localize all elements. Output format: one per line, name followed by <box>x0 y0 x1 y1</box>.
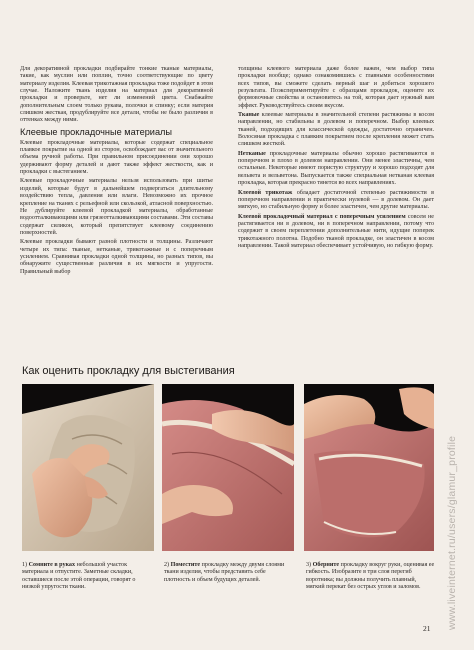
paragraph: Для декоративной прокладки подбирайте тонкие тканые материалы, такие, как муслин или поплин, точно соответствующие по цвету материалу изделия. Клеевая трикотажная прокладка тоже подойдет в этом случае. Наложите ткань изделия на материал для декоративной прокладки и проверьте, нет ли изменений цвета. Снабжайте дополнительным слоем только рукава, полочки и спинку; если материя слишком жесткая, продублируйте все детали, чтобы не было различия в оттенках между ними. <box>20 66 213 124</box>
section-heading: Клеевые прокладочные материалы <box>20 126 173 137</box>
term-woven: Тканые <box>238 112 260 119</box>
term-knit: Клеевой трикотаж <box>238 189 293 196</box>
right-text-column <box>238 66 434 252</box>
photo-wrap-interfacing <box>304 384 434 551</box>
watermark: www.liveinternet.ru/users/glamur_profile <box>446 435 458 630</box>
caption-step-3: 3) Оберните прокладку вокруг руки, оценивая ее гибкость. Изобразите в три слоя перегиб воротника; вы должны получить плавный, мягкий перекат без острых углов и заломов. <box>306 562 435 590</box>
paragraph-weft: Клеевой прокладочный материал с поперечным усилением совсем не растягивается ни в долевом, ни в поперечном направлении, потому что содержит в своем переплетении дополнительные нити, идущие поперек трикотажного полотна. Подобно тканой прокладке, он эластичен в косом направлении. Такой материал обеспечивает устойчивую, но гибкую форму. <box>238 213 434 249</box>
photo-crumple-interfacing <box>22 384 154 551</box>
page-number: 21 <box>423 624 431 633</box>
paragraph-woven: Тканые клеевые материалы в значительной степени растяжимы в косом направлении, но стабильны в долевом и поперечном. Выбор клеевых тканей, подходящих для классической одежды, достаточно ограничен. Волосяная прокладка с плавким покрытием после крепления может стать слишком жесткой. <box>238 112 434 148</box>
paragraph: Клеевые прокладочные материалы нельзя использовать при шитье изделий, которые будут в дальнейшем подвергаться длительному воздействию тепла, давления или влаги. Невозможно их прочное крепление на тканях с рельефной или скользкой, атласной поверхностью. Не дублируйте клеевой прокладкой материалы, обработанные водоотталкивающими или грязеотталкивающими составами. Эти составы содержат силикон, который препятствует клеевому соединению поверхностей. <box>20 178 213 236</box>
how-to-evaluate-title: Как оценить прокладку для выстегивания <box>22 365 235 377</box>
caption-step-2: 2) Поместите прокладку между двумя слоями ткани изделия, чтобы представить себе плотность и объем будущих деталей. <box>164 562 285 583</box>
layer-photo-image <box>162 384 294 551</box>
wrap-photo-image <box>304 384 434 551</box>
paragraph: Клеевые прокладочные материалы, которые содержат специальное плавкое покрытие на одной из сторон, освобождает вас от значительного объема ручной работы. При правильном присоединении они хорошо удерживают форму деталей и дают также эффект жесткости, как и прокладки с выстеганием. <box>20 139 213 176</box>
left-text-column <box>20 66 213 278</box>
crumple-photo-image <box>22 384 154 551</box>
paragraph: Клеевые прокладки бывают разной плотности и толщины. Различают четыре их типа: тканые, нетканые, трикотажные и с поперечным усилением. Сравнивая прокладки одной толщины, но разных типов, вы обнаружите существенные различия в их мягкости и упругости. Правильный выбор <box>20 239 213 275</box>
term-nonwoven: Нетканые <box>238 150 266 157</box>
caption-step-1: 1) Сомните в руках небольшой участок материала и отпустите. Заметные складки, оставшиеся после этой операции, говорят о низкой упругости ткани. <box>22 562 136 590</box>
paragraph-nonwoven: Нетканые прокладочные материалы обычно хорошо растягиваются в поперечном и плохо в долевом направлении. Они менее эластичны, чем остальные. Некоторые имеют пористую структуру и хорошо подходят для вельвета и вельветона. Выпускается также специальная нетканая клеевая прокладка, которая прекрасно тянется во всех направлениях. <box>238 150 435 187</box>
term-weft: Клеевой прокладочный материал с поперечным усилением <box>238 213 406 220</box>
paragraph: толщины клеевого материала даже более важен, чем выбор типа прокладки вообще; однако ознакомившись с главными особенностями всех типов, вы сможете сделать верный шаг и добиться хорошего результата. Поэкспериментируйте с образцами прокладок, оцените их формовочные свойства и остановитесь на той, которая дает нужный вам эффект. Руководствуйтесь своим вкусом. <box>238 66 434 109</box>
photo-layer-interfacing <box>162 384 294 551</box>
paragraph-knit: Клеевой трикотаж обладает достаточной степенью растяжимости в поперечном направлении и практически нулевой — в долевом. Он дает мягкую, но стабильную форму и более эластичен, чем другие материалы. <box>238 189 434 211</box>
